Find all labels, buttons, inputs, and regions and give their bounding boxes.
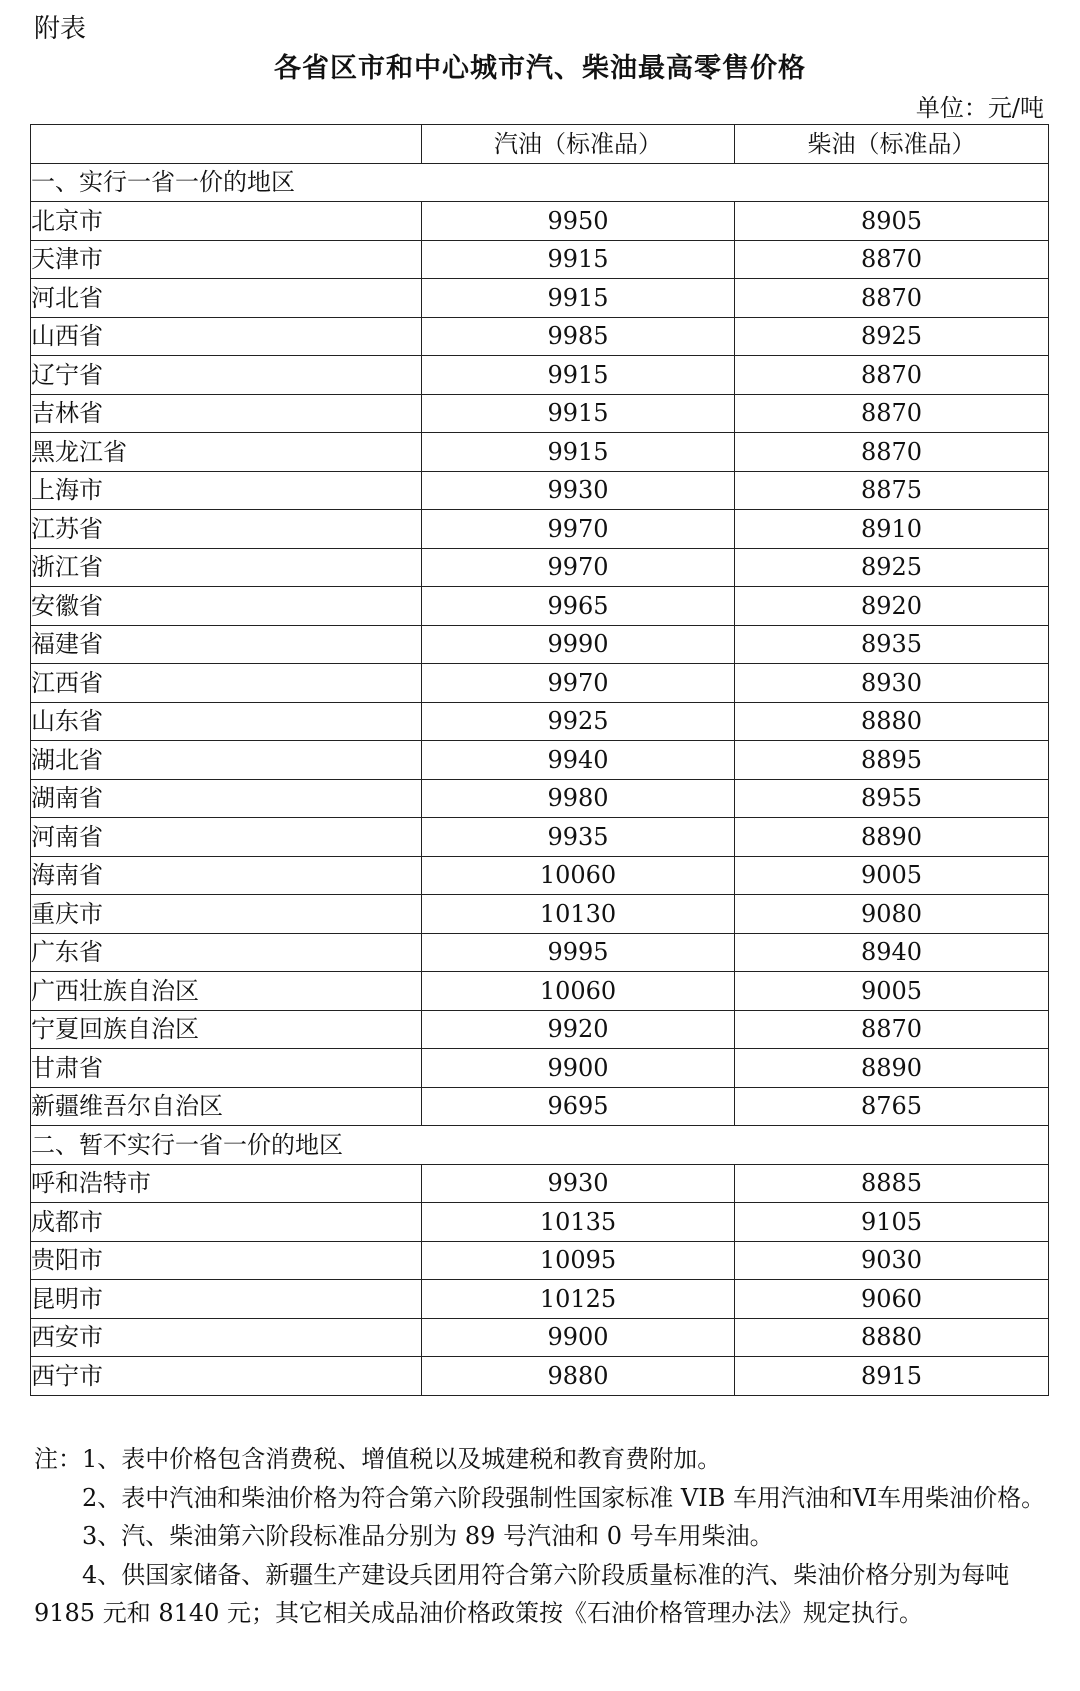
diesel-price: 8930 (735, 664, 1049, 703)
gasoline-price: 9915 (422, 279, 735, 318)
diesel-price: 8935 (735, 625, 1049, 664)
table-row (31, 1280, 1049, 1319)
header-gasoline: 汽油（标准品） (422, 125, 735, 164)
region-name: 上海市 (31, 471, 422, 510)
region-name: 海南省 (31, 856, 422, 895)
gasoline-price: 9965 (422, 587, 735, 626)
table-row (31, 625, 1049, 664)
gasoline-price: 9900 (422, 1318, 735, 1357)
diesel-price: 9080 (735, 895, 1049, 934)
diesel-price: 8870 (735, 356, 1049, 395)
region-name: 浙江省 (31, 548, 422, 587)
table-row (31, 702, 1049, 741)
header-diesel: 柴油（标准品） (735, 125, 1049, 164)
diesel-price: 8880 (735, 1318, 1049, 1357)
region-name: 广西壮族自治区 (31, 972, 422, 1011)
unit-label: 单位：元/吨 (915, 94, 1044, 122)
diesel-price: 8925 (735, 317, 1049, 356)
table-row (31, 818, 1049, 857)
gasoline-price: 9990 (422, 625, 735, 664)
region-name: 吉林省 (31, 394, 422, 433)
note-2: 2、表中汽油和柴油价格为符合第六阶段强制性国家标准 VIB 车用汽油和Ⅵ车用柴油价格。 (82, 1483, 1046, 1512)
note-4: 4、供国家储备、新疆生产建设兵团用符合第六阶段质量标准的汽、柴油价格分别为每吨 9185 元和 8140 元；其它相关成品油价格政策按《石油价格管理办法》规定执行。 (34, 1560, 1010, 1627)
table-row (31, 202, 1049, 241)
table-row (31, 856, 1049, 895)
diesel-price: 9030 (735, 1241, 1049, 1280)
gasoline-price: 9915 (422, 240, 735, 279)
diesel-price: 9060 (735, 1280, 1049, 1319)
diesel-price: 8875 (735, 471, 1049, 510)
region-name: 湖南省 (31, 779, 422, 818)
table-row (31, 1010, 1049, 1049)
region-name: 河北省 (31, 279, 422, 318)
diesel-price: 9005 (735, 972, 1049, 1011)
table-row (31, 1049, 1049, 1088)
gasoline-price: 9880 (422, 1357, 735, 1396)
region-name: 江苏省 (31, 510, 422, 549)
gasoline-price: 9915 (422, 433, 735, 472)
region-name: 甘肃省 (31, 1049, 422, 1088)
diesel-price: 8920 (735, 587, 1049, 626)
section-row (31, 163, 1049, 202)
region-name: 安徽省 (31, 587, 422, 626)
gasoline-price: 10060 (422, 856, 735, 895)
table-row (31, 356, 1049, 395)
table-row (31, 471, 1049, 510)
table-row (31, 433, 1049, 472)
gasoline-price: 10135 (422, 1203, 735, 1242)
diesel-price: 8955 (735, 779, 1049, 818)
table-row (31, 510, 1049, 549)
diesel-price: 8940 (735, 933, 1049, 972)
diesel-price: 8915 (735, 1357, 1049, 1396)
gasoline-price: 9935 (422, 818, 735, 857)
diesel-price: 8905 (735, 202, 1049, 241)
diesel-price: 8765 (735, 1087, 1049, 1126)
price-table (30, 124, 1049, 1396)
table-row (31, 1318, 1049, 1357)
table-row (31, 972, 1049, 1011)
diesel-price: 8885 (735, 1164, 1049, 1203)
gasoline-price: 9920 (422, 1010, 735, 1049)
diesel-price: 8890 (735, 818, 1049, 857)
diesel-price: 8870 (735, 1010, 1049, 1049)
gasoline-price: 9950 (422, 202, 735, 241)
table-row (31, 895, 1049, 934)
table-row (31, 779, 1049, 818)
diesel-price: 8870 (735, 279, 1049, 318)
note-3: 3、汽、柴油第六阶段标准品分别为 89 号汽油和 0 号车用柴油。 (82, 1522, 774, 1550)
region-name: 黑龙江省 (31, 433, 422, 472)
table-row (31, 1203, 1049, 1242)
region-name: 山东省 (31, 702, 422, 741)
table-row (31, 741, 1049, 780)
region-name: 北京市 (31, 202, 422, 241)
diesel-price: 8910 (735, 510, 1049, 549)
gasoline-price: 10060 (422, 972, 735, 1011)
gasoline-price: 9995 (422, 933, 735, 972)
table-row (31, 587, 1049, 626)
diesel-price: 8870 (735, 394, 1049, 433)
gasoline-price: 9695 (422, 1087, 735, 1126)
page-title: 各省区市和中心城市汽、柴油最高零售价格 (274, 53, 806, 84)
gasoline-price: 9980 (422, 779, 735, 818)
table-row (31, 394, 1049, 433)
diesel-price: 8925 (735, 548, 1049, 587)
region-name: 昆明市 (31, 1280, 422, 1319)
region-name: 福建省 (31, 625, 422, 664)
table-body (31, 163, 1049, 1395)
header-region (31, 125, 422, 164)
diesel-price: 9105 (735, 1203, 1049, 1242)
table-row (31, 279, 1049, 318)
table-row (31, 1087, 1049, 1126)
region-name: 宁夏回族自治区 (31, 1010, 422, 1049)
gasoline-price: 9915 (422, 394, 735, 433)
region-name: 西安市 (31, 1318, 422, 1357)
table-row (31, 317, 1049, 356)
region-name: 江西省 (31, 664, 422, 703)
diesel-price: 9005 (735, 856, 1049, 895)
gasoline-price: 9970 (422, 548, 735, 587)
gasoline-price: 9985 (422, 317, 735, 356)
region-name: 湖北省 (31, 741, 422, 780)
diesel-price: 8870 (735, 240, 1049, 279)
region-name: 重庆市 (31, 895, 422, 934)
diesel-price: 8895 (735, 741, 1049, 780)
diesel-price: 8870 (735, 433, 1049, 472)
gasoline-price: 9970 (422, 510, 735, 549)
diesel-price: 8890 (735, 1049, 1049, 1088)
region-name: 贵阳市 (31, 1241, 422, 1280)
region-name: 呼和浩特市 (31, 1164, 422, 1203)
diesel-price: 8880 (735, 702, 1049, 741)
region-name: 广东省 (31, 933, 422, 972)
table-row (31, 240, 1049, 279)
region-name: 成都市 (31, 1203, 422, 1242)
region-name: 辽宁省 (31, 356, 422, 395)
gasoline-price: 9930 (422, 1164, 735, 1203)
notes (34, 1440, 1050, 1633)
table-row (31, 1357, 1049, 1396)
table-row (31, 548, 1049, 587)
table-row (31, 664, 1049, 703)
note-1: 注：1、表中价格包含消费税、增值税以及城建税和教育费附加。 (34, 1445, 722, 1473)
region-name: 天津市 (31, 240, 422, 279)
attachment-label: 附表 (34, 14, 87, 44)
gasoline-price: 9915 (422, 356, 735, 395)
region-name: 河南省 (31, 818, 422, 857)
section-label: 二、暂不实行一省一价的地区 (31, 1126, 1049, 1165)
gasoline-price: 9930 (422, 471, 735, 510)
table-row (31, 933, 1049, 972)
region-name: 新疆维吾尔自治区 (31, 1087, 422, 1126)
gasoline-price: 9970 (422, 664, 735, 703)
table-header-row (31, 125, 1049, 164)
gasoline-price: 9940 (422, 741, 735, 780)
table-row (31, 1241, 1049, 1280)
table-row (31, 1164, 1049, 1203)
section-row (31, 1126, 1049, 1165)
section-label: 一、实行一省一价的地区 (31, 163, 1049, 202)
gasoline-price: 9925 (422, 702, 735, 741)
region-name: 西宁市 (31, 1357, 422, 1396)
gasoline-price: 10095 (422, 1241, 735, 1280)
gasoline-price: 10125 (422, 1280, 735, 1319)
gasoline-price: 10130 (422, 895, 735, 934)
gasoline-price: 9900 (422, 1049, 735, 1088)
region-name: 山西省 (31, 317, 422, 356)
